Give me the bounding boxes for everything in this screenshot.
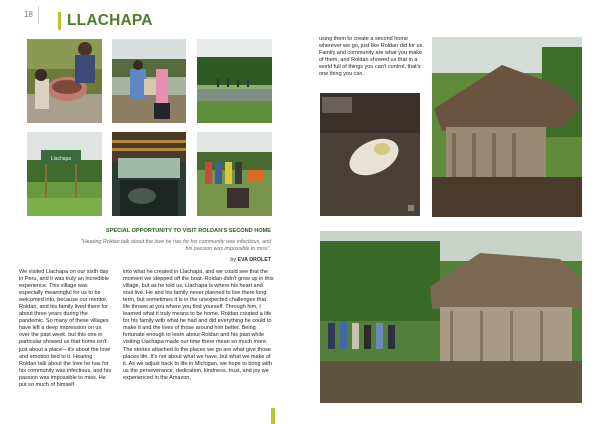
photo-student-with-bag: [112, 39, 186, 123]
photo-village-sign: [27, 132, 102, 216]
pull-quote: "Hearing Roldan talk about the love he has for his community was infectious, and his passion was impossible to miss".: [80, 239, 271, 253]
page-corner-accent: [271, 408, 275, 424]
article-title: LLACHAPA: [67, 12, 153, 29]
body-column-3: using them to create a second home wherever we go, just like Roldan did for us. Family and community are what you make of them, and Roldan showed us that in a world full of things you can't control, that's one thing you can.: [319, 36, 424, 78]
body-column-2: into what he created in Llachapa, and we could see that the moment we stepped off the boat. Roldan didn't grow up in this village, but as he told us, Llachapa is where his heart and soul live. He and his family never planned to live there long term, but sometimes it is in the unexpected challenges that life throws at you where you find yourself. Through him, I learned what it truly means to be home. Roldan created a life for his family with what he had and did everything he could to make it and the lives of those around him better. Being fortunate enough to learn about Roldan and his past while visiting Llachapa made our time there mean so much more. The stories attached to the places we go are what give those places life. It's not about what we have, but what we make of it. As we adjust back to life in Michigan, we hope to bring with us the perseverance, dedication, kindness, trust, and joy we experienced in the Amazon,: [123, 269, 274, 381]
title-accent-bar: [58, 12, 61, 30]
photo-boat-interior: [112, 132, 186, 216]
byline-author: EVA DROLET: [237, 257, 271, 263]
village-sign-text: Llachapa: [50, 156, 72, 162]
page-number-divider: [38, 6, 39, 24]
body-column-1: We visited Llachapa on our sixth day in Peru, and it was truly an incredible experience. This village was especially meaningful for us to be welcomed into, because our mentor, Roldan, and his family lived there for about three years during the pandemic. So many of these villages have left a deep impression on us over the past week, but this one in particular showed us that home isn't just about a place—it's about the love and emotion tied to it. Hearing Roldan talk about the love he has for his community was infectious, and his passion was impossible to miss. He put so much of himself: [19, 269, 112, 388]
photo-students-with-basin: [27, 39, 102, 123]
photo-old-house: [432, 37, 582, 217]
byline: [150, 257, 271, 263]
page-number: 18: [24, 10, 33, 19]
byline-prefix: by: [230, 257, 236, 263]
photo-group-at-house: [320, 231, 582, 403]
photo-bag-on-floor: [320, 93, 420, 216]
photo-group-gathering: [197, 132, 272, 216]
photo-river-path: [197, 39, 272, 123]
article-subhead: SPECIAL OPPORTUNITY TO VISIT ROLDAN'S SECOND HOME: [105, 228, 271, 234]
